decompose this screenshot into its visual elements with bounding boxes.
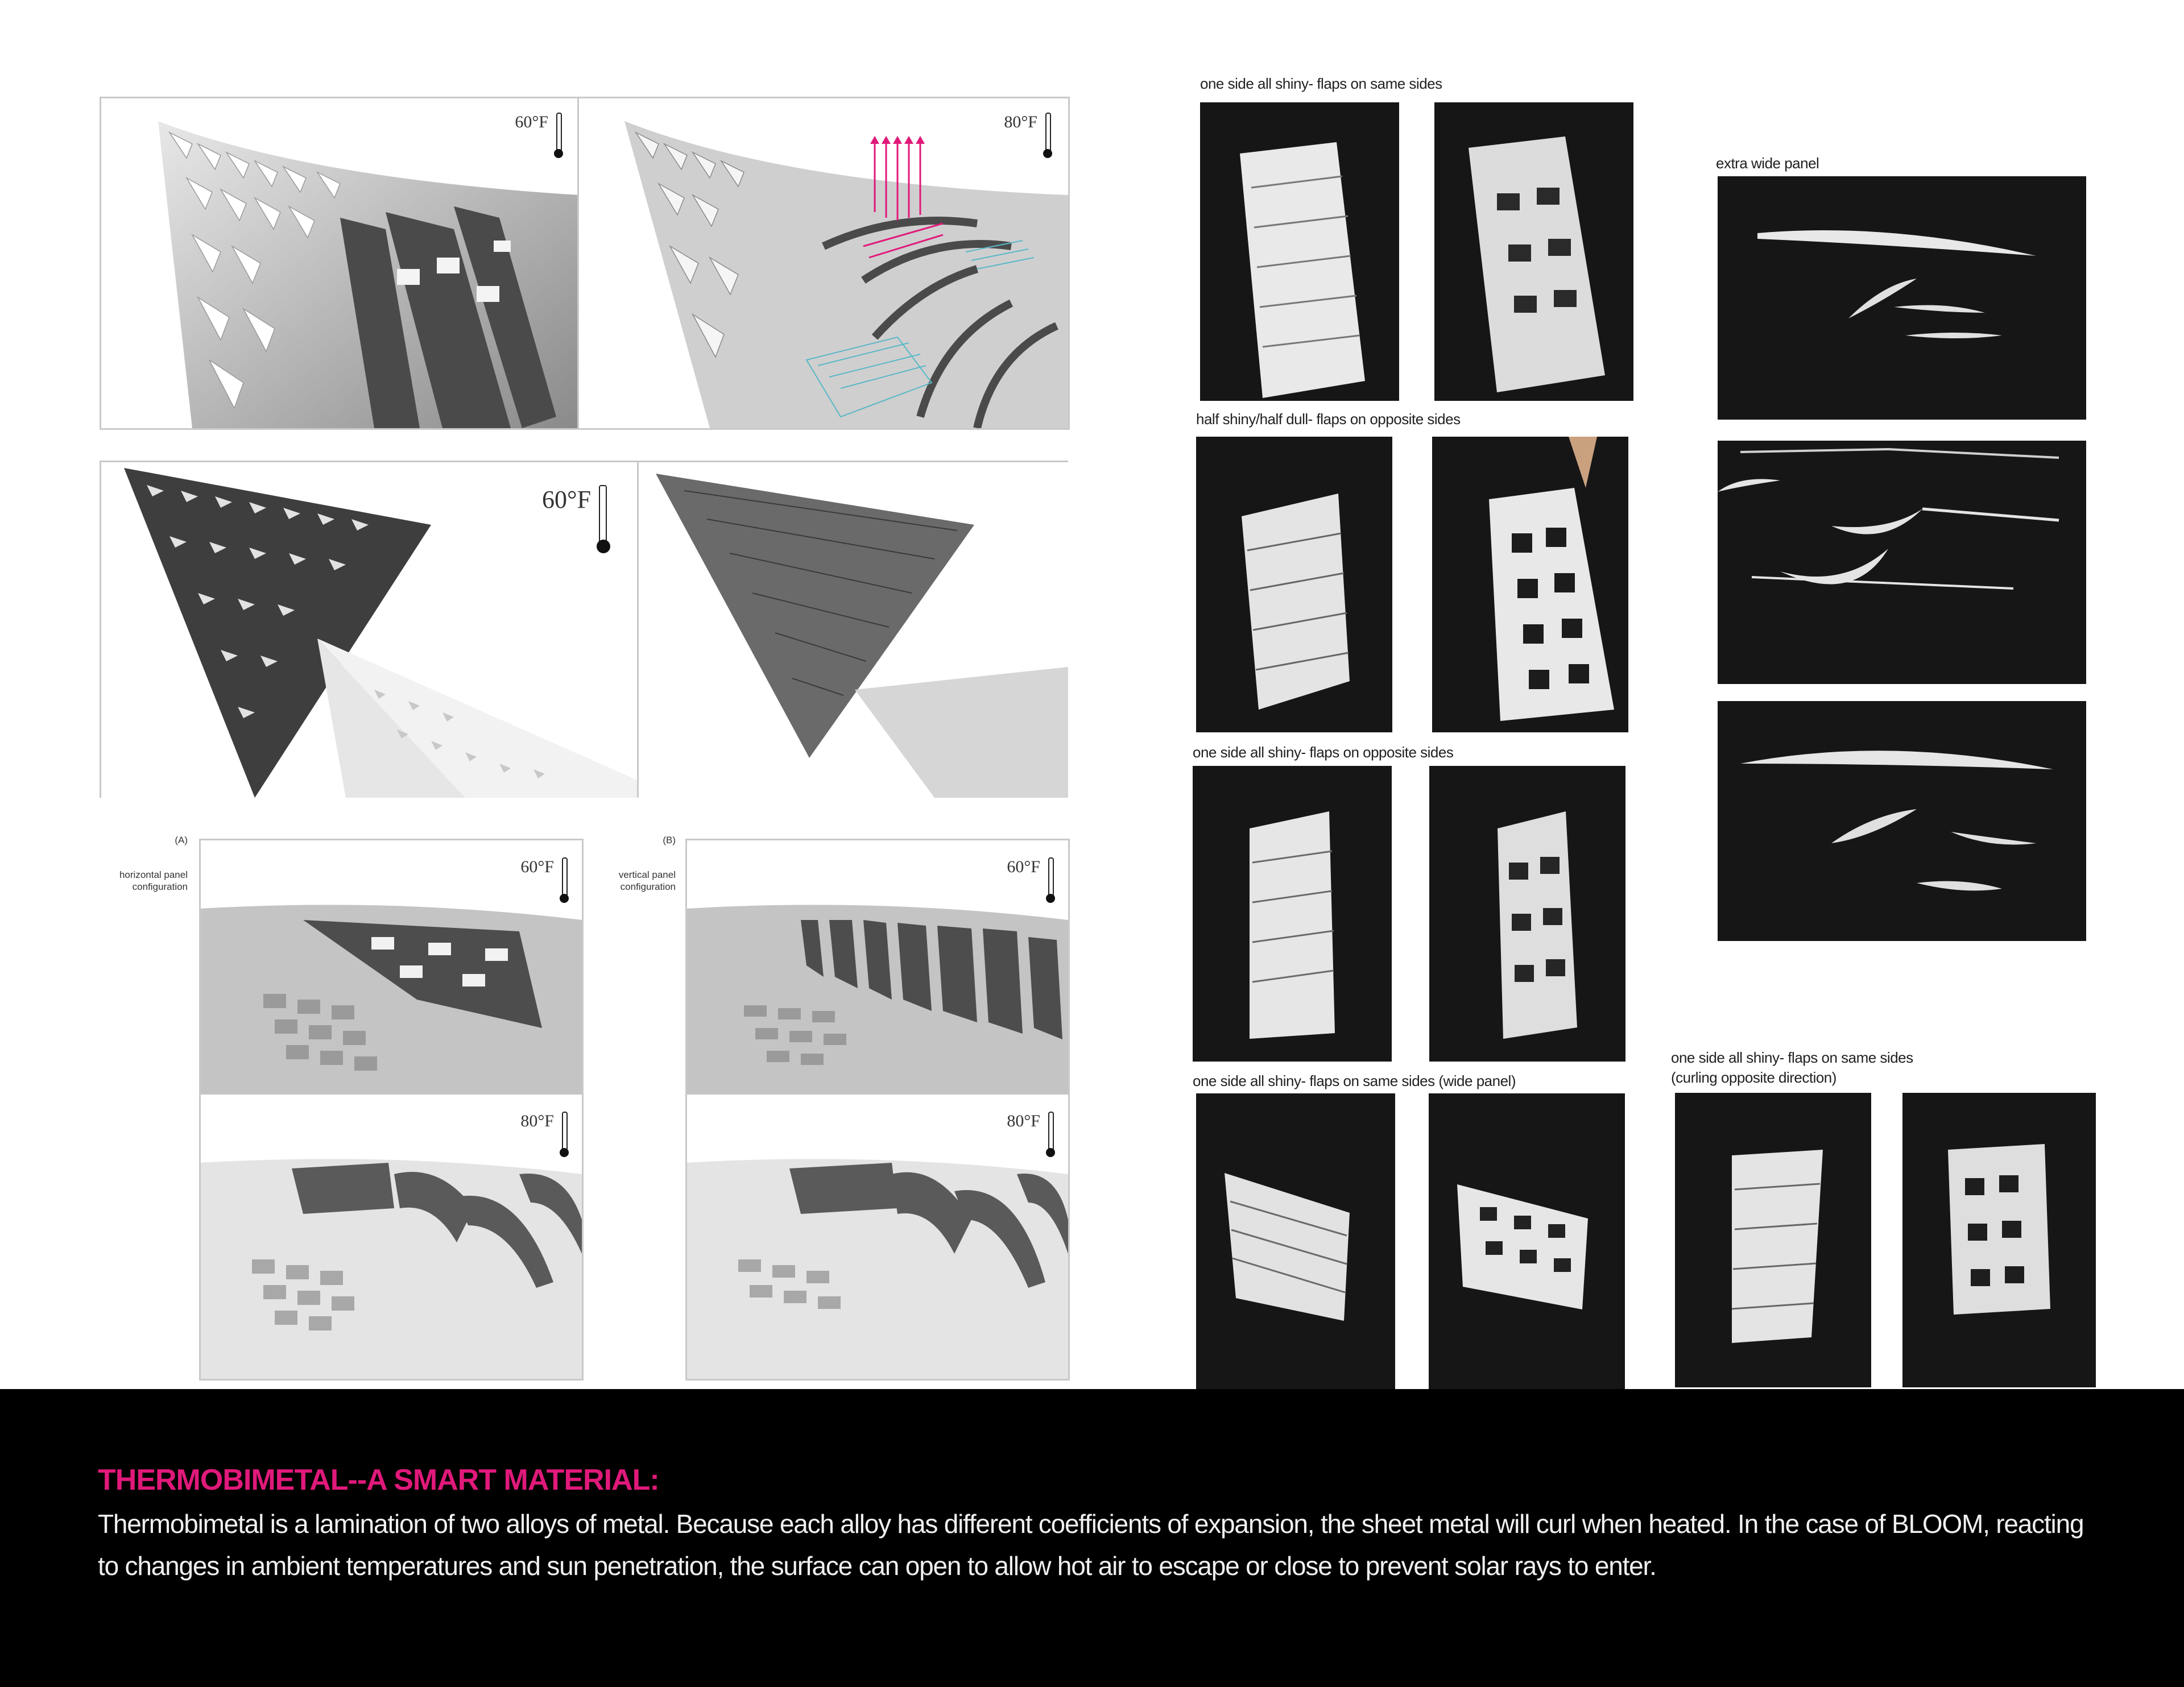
temperature-label: 80°F xyxy=(1007,1112,1040,1130)
temperature-indicator xyxy=(542,485,609,553)
diagram-surface-60f xyxy=(100,97,581,430)
temperature-indicator xyxy=(1004,113,1051,158)
diagram-vertical-60f xyxy=(685,839,1070,1098)
temperature-indicator xyxy=(515,113,562,158)
photo-sample-shiny-opposite-flat xyxy=(1193,766,1392,1062)
temperature-indicator xyxy=(520,1112,568,1157)
thermometer-icon xyxy=(597,485,609,553)
diagram-triangle-panel-closed xyxy=(637,461,1068,798)
temperature-label: 60°F xyxy=(520,857,554,876)
caption-row2: half shiny/half dull- flaps on opposite sides xyxy=(1196,411,1461,428)
photo-curling-opposite-1 xyxy=(1675,1093,1871,1387)
photo-sample-half-shiny-flat xyxy=(1196,437,1392,732)
vertical-config-note: vertical panel configuration xyxy=(618,869,676,893)
thermometer-icon xyxy=(1043,113,1051,158)
horizontal-config-note: horizontal panel configuration xyxy=(119,869,188,893)
thermometer-icon xyxy=(1046,1112,1054,1157)
diagram-horizontal-80f xyxy=(199,1095,584,1381)
photo-sample-wide-flat xyxy=(1196,1093,1395,1389)
photo-sample-curled xyxy=(1434,102,1633,401)
photo-extra-wide-panel-3 xyxy=(1718,701,2086,941)
thermometer-icon xyxy=(1046,857,1054,903)
photo-sample-flat xyxy=(1200,102,1399,401)
temperature-indicator xyxy=(1007,1112,1054,1157)
temperature-indicator xyxy=(1007,857,1054,903)
diagram-vertical-80f xyxy=(685,1095,1070,1381)
thermometer-icon xyxy=(560,857,568,903)
footer-description-band xyxy=(0,1389,2184,1687)
temperature-label: 80°F xyxy=(1004,113,1037,131)
temperature-label: 80°F xyxy=(520,1112,554,1130)
caption-curling-line2: (curling opposite direction) xyxy=(1671,1069,1836,1086)
material-title-text: THERMOBIMETAL--A SMART MATERIAL xyxy=(98,1464,650,1497)
photo-sample-shiny-opposite-curled xyxy=(1429,766,1625,1062)
diagram-surface-80f-analysis xyxy=(577,97,1070,430)
thermometer-icon xyxy=(554,113,562,158)
caption-curling-line1: one side all shiny- flaps on same sides xyxy=(1671,1049,1913,1066)
thermometer-icon xyxy=(560,1112,568,1157)
temperature-label: 60°F xyxy=(1007,857,1040,876)
material-title xyxy=(98,1463,659,1497)
photo-sample-wide-curled xyxy=(1429,1093,1625,1389)
caption-row3: one side all shiny- flaps on opposite sides xyxy=(1193,744,1454,761)
photo-extra-wide-panel-2 xyxy=(1718,441,2086,684)
photo-sample-half-shiny-open xyxy=(1432,437,1628,732)
diagram-horizontal-60f xyxy=(199,839,584,1098)
photo-curling-opposite-2 xyxy=(1902,1093,2096,1387)
photo-extra-wide-panel-1 xyxy=(1718,176,2086,420)
material-title-colon: : xyxy=(650,1464,659,1497)
temperature-label: 60°F xyxy=(515,113,548,131)
temperature-label: 60°F xyxy=(542,486,592,513)
material-description: Thermobimetal is a lamination of two alloys of metal. Because each alloy has different coefficients of expansion, the sheet metal will curl when heated. In the case of BLOOM, reacting to changes in ambient temperatures and sun penetration, the surface can open to allow hot air to escape or close to prevent solar rays to enter. xyxy=(98,1509,2084,1581)
panel-marker-a: (A) xyxy=(175,835,188,845)
diagram-triangle-panel-60f xyxy=(100,461,640,798)
caption-extra-wide: extra wide panel xyxy=(1716,155,1819,172)
panel-marker-b: (B) xyxy=(663,835,676,845)
temperature-indicator xyxy=(520,857,568,903)
caption-row1: one side all shiny- flaps on same sides xyxy=(1200,75,1442,92)
caption-row4: one side all shiny- flaps on same sides (wide panel) xyxy=(1193,1072,1516,1089)
